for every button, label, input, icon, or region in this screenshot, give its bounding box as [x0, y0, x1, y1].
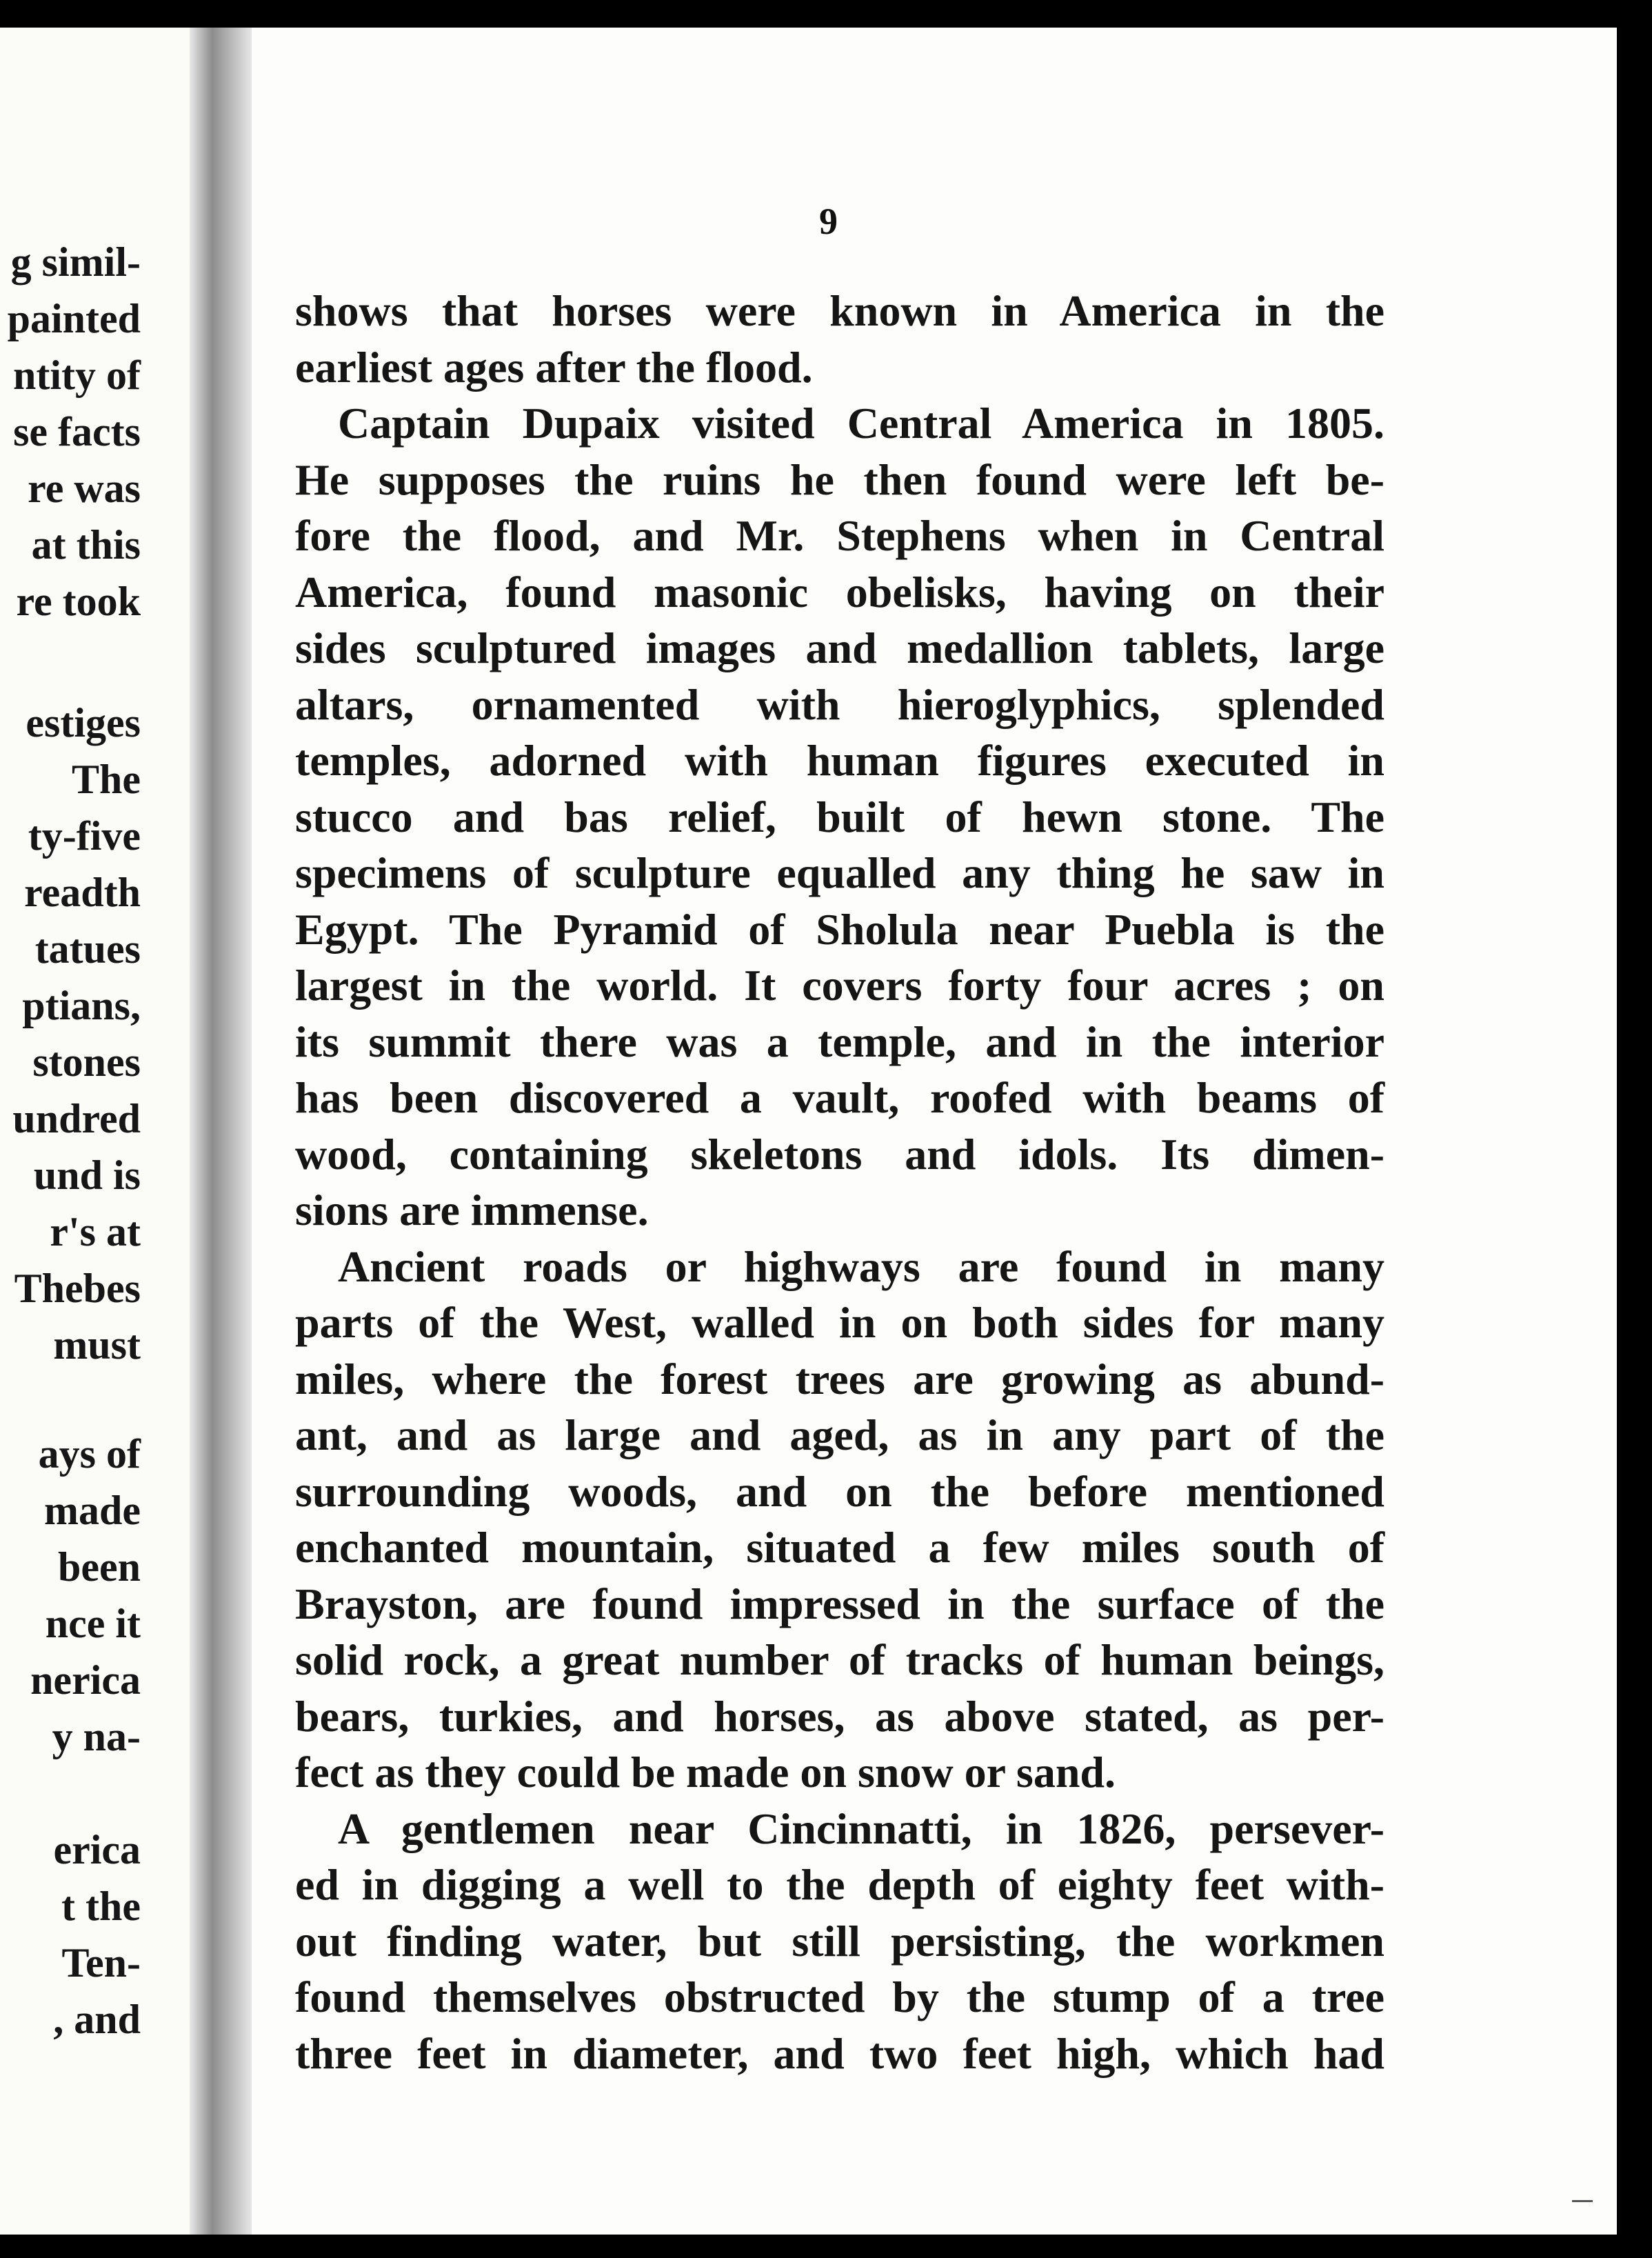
text-line: solid rock, a great number of tracks of human beings, [295, 1635, 1384, 1684]
left-line: nerica [30, 1657, 141, 1703]
text-line: sions are immense. [295, 1186, 649, 1235]
left-line: ty-five [28, 813, 141, 859]
text-line: Captain Dupaix visited Central America in 1805. [338, 399, 1384, 448]
left-line: ntity of [13, 352, 141, 398]
scan-border-right [1617, 28, 1652, 2258]
text-line: Egypt. The Pyramid of Sholula near Puebla is the [295, 904, 1384, 954]
left-line: nce it [45, 1601, 141, 1646]
left-line: estiges [26, 700, 141, 746]
left-line: Ten- [61, 1940, 141, 1986]
text-line: three feet in diameter, and two feet high, which had [295, 2028, 1384, 2078]
left-line: Thebes [14, 1266, 141, 1311]
scan-border-bottom [0, 2235, 1652, 2258]
text-line: sides sculptured images and medallion tablets, large [295, 623, 1384, 672]
text-line: fect as they could be made on snow or sand. [295, 1748, 1116, 1797]
left-line: painted [7, 296, 141, 341]
left-line: been [58, 1544, 141, 1590]
page-body-text [295, 283, 1384, 2081]
text-line: earliest ages after the flood. [295, 342, 813, 392]
paragraph [295, 1801, 1384, 2082]
text-line: largest in the world. It covers forty four acres ; on [295, 961, 1384, 1010]
left-line: se facts [13, 409, 141, 454]
left-line: re was [28, 466, 141, 511]
text-line: Brayston, are found impressed in the surface of the [295, 1579, 1384, 1628]
left-line: at this [31, 522, 141, 568]
text-line: altars, ornamented with hieroglyphics, splended [295, 679, 1384, 729]
text-line: found themselves obstructed by the stump of a tree [295, 1972, 1384, 2021]
paragraph [295, 1239, 1384, 1801]
scan-border-top [0, 0, 1652, 28]
left-line: und is [33, 1152, 141, 1198]
left-line: y na- [52, 1714, 141, 1759]
text-line: bears, turkies, and horses, as above stated, as per- [295, 1691, 1384, 1741]
left-line: g simil- [10, 239, 141, 285]
left-line: ays of [38, 1431, 141, 1477]
paragraph [295, 395, 1384, 1239]
text-line: miles, where the forest trees are growing as abund- [295, 1354, 1384, 1403]
left-line: erica [53, 1827, 141, 1872]
text-line: ant, and as large and aged, as in any part of the [295, 1410, 1384, 1459]
text-line: He supposes the ruins he then found were left be- [295, 454, 1384, 504]
left-line: undred [12, 1096, 141, 1141]
left-line: re took [16, 579, 141, 624]
left-page-fragment [0, 28, 200, 2235]
left-line: made [44, 1488, 141, 1533]
text-line: has been discovered a vault, roofed with beams of [295, 1073, 1384, 1122]
text-line: Ancient roads or highways are found in many [338, 1241, 1384, 1291]
text-line: surrounding woods, and on the before mentioned [295, 1466, 1384, 1516]
text-line: America, found masonic obelisks, having on their [295, 567, 1384, 617]
text-line: its summit there was a temple, and in the interior [295, 1017, 1384, 1066]
paragraph [295, 283, 1384, 395]
left-line: The [71, 757, 141, 802]
left-line: readth [24, 870, 141, 915]
text-line: ed in digging a well to the depth of eighty feet with- [295, 1860, 1384, 1909]
left-line: must [53, 1322, 141, 1368]
left-line: r's at [50, 1209, 141, 1255]
text-line: wood, containing skeletons and idols. Its dimen- [295, 1129, 1384, 1179]
text-line: fore the flood, and Mr. Stephens when in Central [295, 511, 1384, 560]
left-line: , and [53, 1997, 141, 2042]
left-line: stones [32, 1039, 141, 1085]
text-line: enchanted mountain, situated a few miles south of [295, 1523, 1384, 1572]
text-line: A gentlemen near Cincinnatti, in 1826, persever- [338, 1804, 1384, 1853]
text-line: temples, adorned with human figures executed in [295, 736, 1384, 785]
text-line: out finding water, but still persisting, the workmen [295, 1916, 1384, 1966]
scan-speck [1572, 2200, 1593, 2202]
left-line: ptians, [22, 983, 141, 1028]
text-line: stucco and bas relief, built of hewn stone. The [295, 792, 1384, 841]
text-line: specimens of sculpture equalled any thing he saw in [295, 848, 1384, 897]
left-line: t the [61, 1884, 141, 1929]
text-line: shows that horses were known in America in the [295, 286, 1384, 335]
text-line: parts of the West, walled in on both sides for many [295, 1298, 1384, 1347]
page-number: 9 [819, 201, 838, 242]
left-line: tatues [34, 926, 141, 972]
